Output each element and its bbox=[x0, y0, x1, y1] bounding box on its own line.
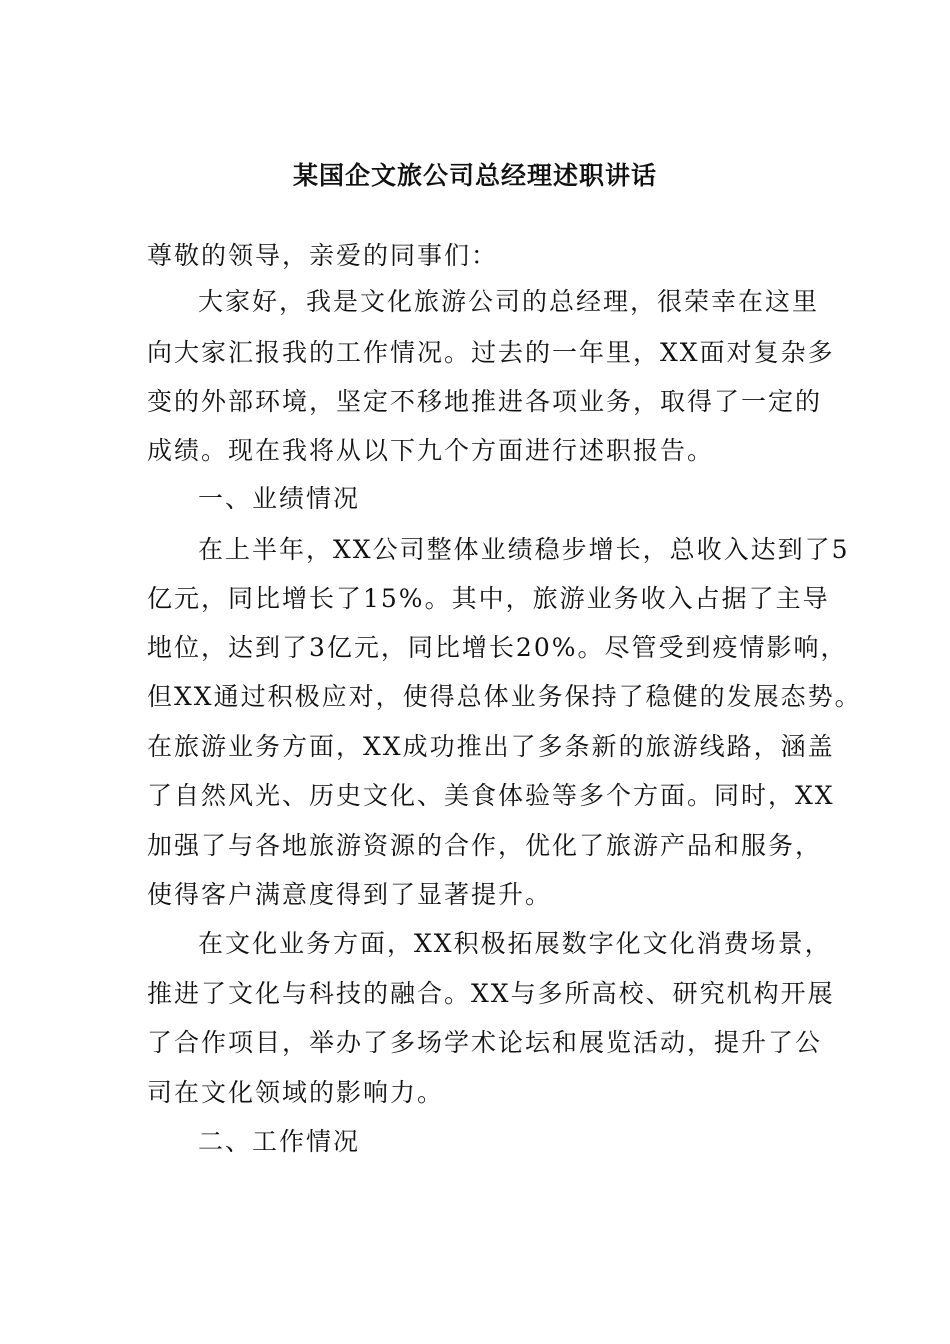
body-line: 使得客户满意度得到了显著提升。 bbox=[147, 880, 553, 909]
salutation-line: 尊敬的领导，亲爱的同事们： bbox=[147, 241, 499, 270]
body-line: 向大家汇报我的工作情况。过去的一年里，XX面对复杂多 bbox=[147, 338, 835, 367]
body-line: 在文化业务方面，XX积极拓展数字化文化消费场景， bbox=[198, 929, 832, 958]
body-line: 但XX通过积极应对，使得总体业务保持了稳健的发展态势。 bbox=[147, 682, 862, 711]
body-line: 成绩。现在我将从以下九个方面进行述职报告。 bbox=[147, 436, 715, 465]
document-title: 某国企文旅公司总经理述职讲话 bbox=[292, 161, 657, 190]
body-line: 了自然风光、历史文化、美食体验等多个方面。同时，XX bbox=[147, 781, 835, 810]
body-line: 大家好，我是文化旅游公司的总经理，很荣幸在这里 bbox=[198, 287, 820, 316]
body-line: 在旅游业务方面，XX成功推出了多条新的旅游线路，涵盖 bbox=[147, 732, 835, 761]
body-line: 地位，达到了3亿元，同比增长20%。尽管受到疫情影响， bbox=[147, 633, 848, 662]
body-line: 了合作项目，举办了多场学术论坛和展览活动，提升了公 bbox=[147, 1028, 823, 1057]
body-line: 亿元，同比增长了15%。其中，旅游业务收入占据了主导 bbox=[147, 584, 830, 613]
section-heading: 二、工作情况 bbox=[198, 1127, 361, 1156]
body-line: 加强了与各地旅游资源的合作，优化了旅游产品和服务， bbox=[147, 831, 823, 860]
body-line: 变的外部环境，坚定不移地推进各项业务，取得了一定的 bbox=[147, 387, 823, 416]
section-heading: 一、业绩情况 bbox=[198, 484, 361, 513]
body-line: 司在文化领域的影响力。 bbox=[147, 1078, 445, 1107]
body-line: 推进了文化与科技的融合。XX与多所高校、研究机构开展 bbox=[147, 979, 835, 1008]
body-line: 在上半年，XX公司整体业绩稳步增长，总收入达到了5 bbox=[198, 535, 850, 564]
